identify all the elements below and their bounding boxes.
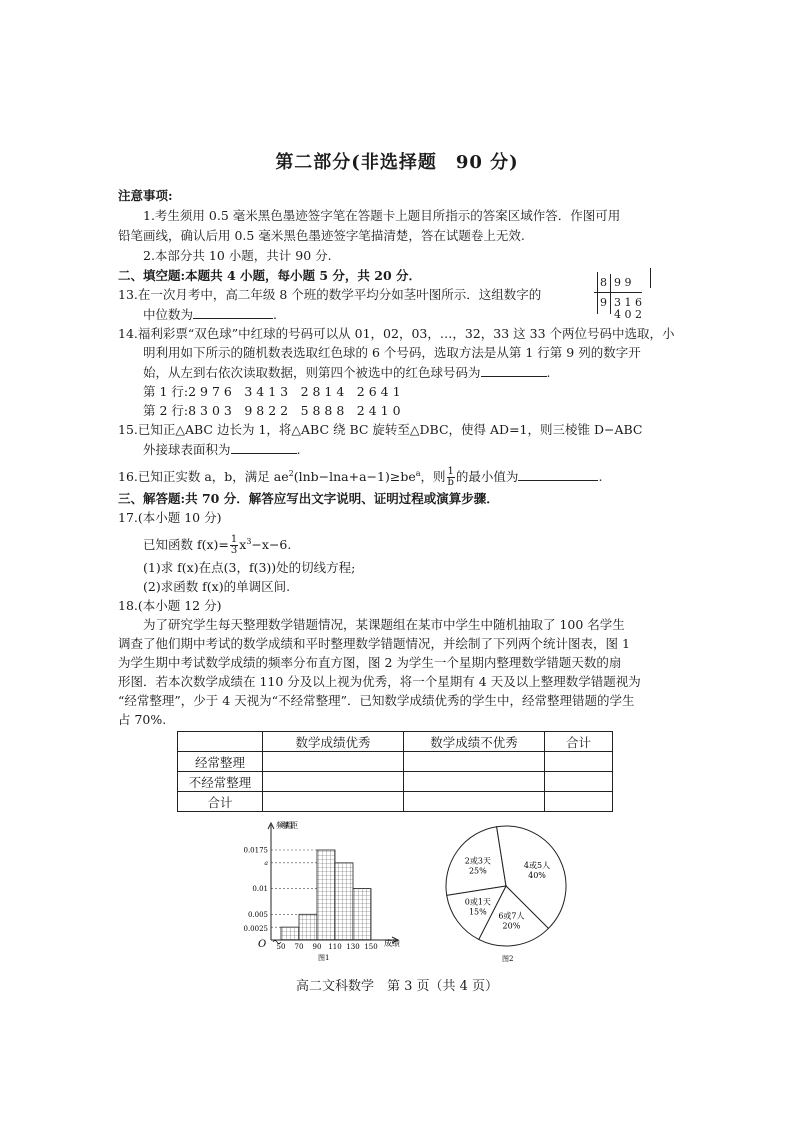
pie-title: 图2 bbox=[502, 955, 514, 963]
histogram-x-tick: 110 bbox=[328, 943, 342, 951]
notes-line1: 1.考生须用 0.5 毫米黑色墨迹签字笔在答题卡上题目所指示的答案区域作答．作图可用 bbox=[143, 208, 621, 223]
q17-part2: (2)求函数 f(x)的单调区间. bbox=[143, 579, 291, 594]
table-cell[interactable] bbox=[404, 752, 545, 772]
histogram-bar bbox=[353, 889, 371, 940]
q18-line3: 为学生期中考试数学成绩的频率分布直方图，图 2 为学生一个星期内整理数学错题天数的扇 bbox=[118, 655, 622, 670]
q16-fraction bbox=[447, 467, 455, 488]
q14-line3 bbox=[143, 364, 551, 381]
q14-random-row1: 第 1 行:2 9 7 6 3 4 1 3 2 8 1 4 2 6 4 1 bbox=[143, 384, 401, 399]
section3-heading: 三、解答题:共 70 分．解答应写出文字说明、证明过程或演算步骤． bbox=[118, 491, 499, 506]
q13-line2 bbox=[143, 306, 277, 323]
q16-part-a: 16.已知正实数 a，b，满足 ae bbox=[118, 469, 289, 485]
q13-answer-blank bbox=[193, 306, 273, 319]
table-cell[interactable] bbox=[404, 792, 545, 812]
pie-slice-percent: 15% bbox=[468, 907, 487, 917]
histogram-y-tick: 0.01 bbox=[252, 885, 268, 894]
histogram-x-tick: 50 bbox=[276, 943, 286, 951]
histogram-ylabel: 频率/组距 bbox=[276, 821, 298, 830]
table-cell[interactable] bbox=[263, 752, 404, 772]
table-cell[interactable] bbox=[404, 772, 545, 792]
notes-line3: 2.本部分共 10 小题，共计 90 分. bbox=[143, 248, 332, 263]
q17-sup: 3 bbox=[246, 537, 252, 546]
table-header-excellent: 数学成绩优秀 bbox=[263, 732, 404, 752]
notes-line2: 铅笔画线，确认后用 0.5 毫米黑色墨迹签字笔描清楚，答在试题卷上无效. bbox=[118, 228, 525, 243]
histogram-x-tick: 90 bbox=[312, 943, 322, 951]
stem-leaf-divider bbox=[610, 274, 611, 314]
q17-frac-num: 1 bbox=[230, 534, 238, 546]
table-header-not-excellent: 数学成绩不优秀 bbox=[404, 732, 545, 752]
pie-slice-label: 0或1天 bbox=[464, 897, 491, 907]
q17-part1: (1)求 f(x)在点(3，f(3))处的切线方程; bbox=[143, 560, 356, 575]
q15-line2 bbox=[143, 441, 301, 458]
histogram-origin: O bbox=[258, 939, 267, 950]
q16-frac-num: 1 bbox=[447, 466, 454, 478]
table-row-label: 不经常整理 bbox=[178, 772, 263, 792]
pie-slice-label: 2或3天 bbox=[464, 856, 491, 866]
table-cell[interactable] bbox=[263, 792, 404, 812]
q18-line2: 调查了他们期中考试的数学成绩和平时整理数学错题情况，并绘制了下列两个统计图表，图 1 bbox=[118, 636, 630, 651]
leaves-9: 3 1 6 4 0 2 bbox=[614, 296, 642, 321]
q14-text: 始，从左到右依次读取数据，则第四个被选中的红色球号码为 bbox=[143, 365, 481, 380]
histogram-x-tick: 70 bbox=[294, 943, 304, 951]
histogram-x-tick: 130 bbox=[346, 943, 360, 951]
q18-line4: 形图．若本次数学成绩在 110 分及以上视为优秀，将一个星期有 4 天及以上整理数学错题视为 bbox=[118, 674, 641, 689]
stem-leaf-right-rule bbox=[650, 268, 651, 288]
stem-leaf-row-rule bbox=[594, 292, 642, 293]
q16-sup-1: 2 bbox=[288, 469, 294, 478]
notes-heading: 注意事项: bbox=[118, 188, 173, 203]
q13-period: . bbox=[273, 307, 277, 322]
q14-random-row2: 第 2 行:8 3 0 3 9 8 2 2 5 8 8 8 2 4 1 0 bbox=[143, 403, 401, 418]
table-cell[interactable] bbox=[263, 772, 404, 792]
pie-slice-percent: 40% bbox=[528, 871, 546, 881]
q17-heading: 17.(本小题 10 分) bbox=[118, 510, 222, 525]
pie-slice-percent: 25% bbox=[468, 866, 487, 876]
histogram-y-marker: a bbox=[264, 859, 268, 867]
histogram-xlabel: 成绩 bbox=[384, 939, 400, 948]
q15-text: 外接球表面积为 bbox=[143, 442, 231, 457]
histogram-bar bbox=[281, 927, 299, 940]
pie-chart bbox=[440, 820, 580, 965]
q16-part-d: 的最小值为 bbox=[455, 469, 519, 485]
histogram-y-tick: 0.0025 bbox=[243, 925, 268, 934]
q18-line6: 占 70%. bbox=[118, 712, 167, 727]
leaves-8: 9 9 bbox=[614, 276, 632, 289]
section2-heading: 二、填空题:本题共 4 小题，每小题 5 分，共 20 分． bbox=[118, 268, 422, 283]
histogram-title: 图1 bbox=[318, 954, 330, 962]
q15-period: . bbox=[296, 442, 301, 457]
q16-answer-blank bbox=[518, 468, 598, 481]
histogram-y-tick: 0.0175 bbox=[243, 846, 268, 855]
q18-line1: 为了研究学生每天整理数学错题情况，某课题组在某市中学生中随机抽取了 100 名学生 bbox=[143, 617, 625, 632]
page-footer: 高二文科数学 第 3 页（共 4 页） bbox=[295, 979, 499, 994]
table-row bbox=[178, 752, 613, 772]
q16-sup-2: a bbox=[415, 469, 421, 478]
q17-func-a: 已知函数 f(x)= bbox=[143, 537, 229, 553]
q14-period: . bbox=[546, 365, 551, 380]
q15-answer-blank bbox=[231, 441, 297, 454]
table-row bbox=[178, 792, 613, 812]
histogram-bar bbox=[317, 850, 335, 940]
q16-part-c: ，则 bbox=[420, 469, 446, 485]
table-header-row bbox=[178, 732, 613, 752]
table-cell[interactable] bbox=[545, 752, 613, 772]
histogram-bar bbox=[335, 863, 353, 940]
q16-line bbox=[118, 465, 602, 488]
table-header-corner bbox=[178, 732, 263, 752]
q16-part-e: . bbox=[598, 469, 603, 485]
stem-8: 8 bbox=[600, 276, 607, 289]
histogram-x-tick: 150 bbox=[364, 943, 378, 951]
pie-slice-label: 4或5人 bbox=[523, 861, 551, 871]
q17-function bbox=[143, 533, 291, 556]
part-title: 第二部分(非选择题 90 分) bbox=[275, 152, 519, 173]
pie-slice-percent: 20% bbox=[502, 921, 521, 931]
q17-func-b: x bbox=[239, 537, 247, 553]
histogram-y-tick: 0.005 bbox=[247, 910, 268, 919]
q14-line2: 明利用如下所示的随机数表选取红色球的 6 个号码，选取方法是从第 1 行第 9 列的数字开 bbox=[143, 345, 641, 360]
histogram-chart bbox=[226, 815, 426, 963]
q16-frac-den: b bbox=[447, 477, 454, 489]
q16-part-b: (lnb−lna+a−1)≥be bbox=[293, 469, 416, 485]
q17-frac-den: 3 bbox=[230, 545, 238, 557]
q18-line5: “经常整理”，少于 4 天视为“不经常整理”．已知数学成绩优秀的学生中，经常整理错题的学生 bbox=[118, 693, 635, 708]
q15-line1: 15.已知正△ABC 边长为 1，将△ABC 绕 BC 旋转至△DBC，使得 AD=1，则三棱锥 D−ABC bbox=[118, 422, 643, 437]
contingency-table bbox=[177, 731, 613, 812]
stem-leaf-left-rule bbox=[597, 272, 598, 314]
stem-leaf-plot bbox=[590, 272, 650, 321]
q13-line1: 13.在一次月考中，高二年级 8 个班的数学平均分如茎叶图所示．这组数字的 bbox=[118, 287, 542, 302]
stem-9: 9 bbox=[600, 296, 607, 309]
table-cell[interactable] bbox=[545, 772, 613, 792]
pie-slice-label: 6或7人 bbox=[498, 911, 525, 921]
table-header-total: 合计 bbox=[545, 732, 613, 752]
table-row-label: 合计 bbox=[178, 792, 263, 812]
table-cell[interactable] bbox=[545, 792, 613, 812]
histogram-bar bbox=[299, 914, 317, 940]
q14-answer-blank bbox=[481, 364, 547, 377]
table-row-label: 经常整理 bbox=[178, 752, 263, 772]
q13-text: 中位数为 bbox=[143, 307, 194, 322]
q18-heading: 18.(本小题 12 分) bbox=[118, 598, 222, 613]
q14-line1: 14.福利彩票“双色球”中红球的号码可以从 01，02，03，…，32，33 这 33 个两位号码中选取，小 bbox=[118, 326, 675, 341]
table-row bbox=[178, 772, 613, 792]
q17-func-c: −x−6. bbox=[251, 537, 292, 553]
q17-fraction bbox=[230, 535, 238, 556]
